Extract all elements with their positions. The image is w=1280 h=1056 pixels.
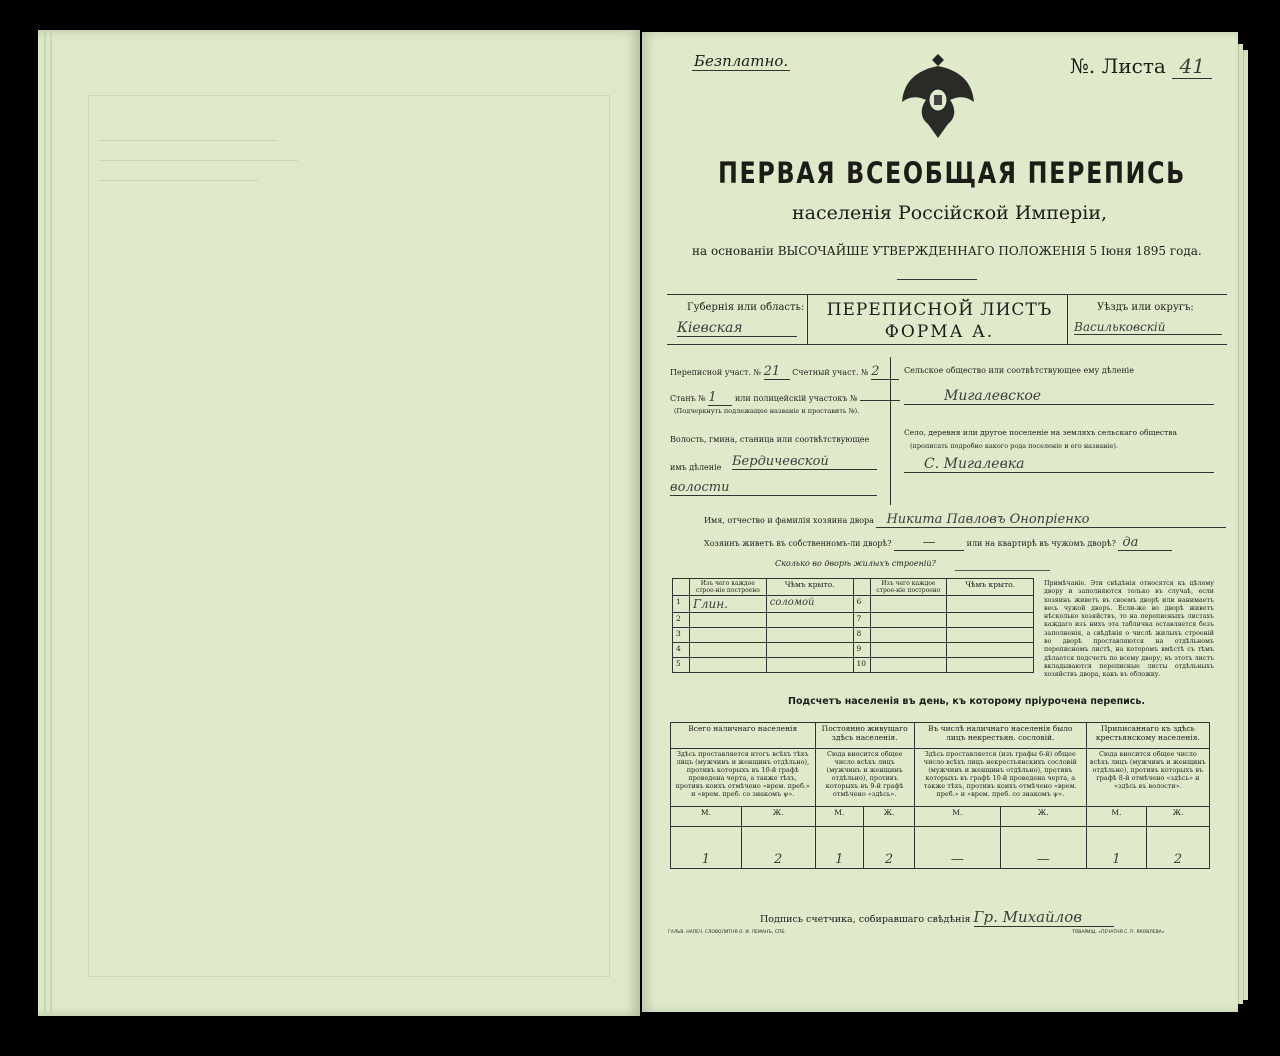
footnote: Примѣчаніе. Эти свѣдѣнія относятся къ цѣлому двору и заполняются только въ случаѣ, если хозяинъ живетъ въ своемъ дворѣ или нанимаетъ весь чужой дворъ. Если-же во дворѣ живетъ нѣсколько хозяйствъ, то на переписныхъ листахъ каждаго изъ нихъ эта табличка оставляется безъ заполненія, а свѣдѣнія о числѣ жилыхъ строеній во дворѣ проставляются на отдѣльномъ переписномъ листѣ, на которомъ вмѣстѣ съ тѣмъ дѣлается подсчетъ по всему двору; въ этотъ листъ вкладываются переписные листы отдѣльныхъ хозяйствъ двора, какъ въ обложку. xyxy=(1044,580,1214,679)
pop-col-2-title: Постоянно живущаго здѣсь населенія. xyxy=(815,723,914,749)
pop-col-4-desc: Сюда вносится общее число всѣхъ лицъ (мужчинъ и женщинъ отдѣльно), противъ которыхъ въ графѣ 8-й отмѣчено «здѣсь» и «здѣсь въ волости». xyxy=(1086,749,1209,807)
pop-2-f: 2 xyxy=(864,827,915,869)
pop-3-f: — xyxy=(1000,827,1086,869)
pop-col-1-title: Всего наличнаго населенія xyxy=(671,723,816,749)
signature-label: Подпись счетчика, собиравшаго свѣдѣнія xyxy=(760,914,971,925)
population-table: Всего наличнаго населенія Постоянно живущаго здѣсь населенія. Въ числѣ наличнаго населенія было лицъ некрестьян. сословій. Приписаннаго къ здѣсь крестьянскому населенія. Здѣсь проставляется итогъ всѣхъ тѣхъ лицъ (мужчинъ и женщинъ отдѣльно), противъ которыхъ въ 10-й графѣ проведена черта, а также тѣхъ, противъ коихъ отмѣчено «врем. преб.» и «врем. преб. со знакомъ ψ». Сюда вносится общее число всѣхъ лицъ (мужчинъ и женщинъ отдѣльно), противъ которыхъ въ 9-й графѣ отмѣчено «здѣсь». Здѣсь проставляется (изъ графы 6-й) общее число всѣхъ лицъ некрестьянскихъ сословій (мужчинъ и женщинъ отдѣльно), противъ которыхъ въ графѣ 10-й проведена черта, а также тѣхъ, противъ коихъ отмѣчено «врем. преб.» и «врем. преб. со знакомъ ψ». Сюда вносится общее число всѣхъ лицъ (мужчинъ и женщинъ отдѣльно), противъ которыхъ въ графѣ 8-й отмѣчено «здѣсь» и «здѣсь въ волости». М. Ж. М. Ж. М. Ж. М. Ж. 1 2 1 2 — — 1 2 xyxy=(670,722,1210,869)
imprint-right: ТОВАРИЩ. «ПЕЧАТНЯ С. П. ЯКОВЛЕВА» xyxy=(1072,930,1165,935)
owner-row xyxy=(704,512,1226,528)
census-section-value: 21 xyxy=(764,364,790,380)
pop-4-f: 2 xyxy=(1147,827,1210,869)
buildings-col-roof-2: Чѣмъ крыто. xyxy=(947,579,1034,596)
pop-col-3-title: Въ числѣ наличнаго населенія было лицъ некрестьян. сословій. xyxy=(914,723,1086,749)
population-heading: Подсчетъ населенія въ день, къ которому пріурочена перепись. xyxy=(788,696,1146,707)
district-label: Уѣздъ или округъ: xyxy=(1097,302,1194,313)
buildings-question: Сколько во дворѣ жилыхъ строеній? xyxy=(775,559,936,568)
pop-col-2-desc: Сюда вносится общее число всѣхъ лицъ (мужчинъ и женщинъ отдѣльно), противъ которыхъ въ 9-й графѣ отмѣчено «здѣсь». xyxy=(815,749,914,807)
legal-basis: на основаніи ВЫСОЧАЙШЕ УТВЕРЖДЕННАГО ПОЛОЖЕНІЯ 5 Іюня 1895 года. xyxy=(692,244,1202,258)
police-label: или полицейскій участокъ № xyxy=(734,394,858,403)
camp-row xyxy=(670,390,900,406)
census-title: ПЕРВАЯ ВСЕОБЩАЯ ПЕРЕПИСЬ xyxy=(718,156,1186,190)
volost-label-1: Волость, гмина, станица или соотвѣтствующее xyxy=(670,435,870,444)
own-yard-label: Хозяинъ живетъ въ собственномъ-ли дворѣ? xyxy=(704,539,892,548)
buildings-col-material: Изъ чего каждое строе-ніе построено xyxy=(689,579,766,596)
free-label: Безплатно. xyxy=(694,52,789,70)
bleed-through-frame xyxy=(88,95,610,977)
form-title: ФОРМА А. xyxy=(884,322,995,342)
village-note: (прописать подробно какого рода поселеніе и его названіе). xyxy=(910,442,1118,450)
owner-label: Имя, отчество и фамилія хозяина двора xyxy=(704,516,874,525)
sheet-number-label: №. Листа xyxy=(1070,54,1166,78)
ornament-divider xyxy=(897,279,977,280)
count-section-value: 2 xyxy=(871,364,899,380)
count-section-label: Счетный участ. № xyxy=(792,368,869,377)
pop-4-m: 1 xyxy=(1086,827,1146,869)
volost-label-2: имъ дѣленіе xyxy=(670,463,722,472)
census-subtitle: населенія Россійской Имперіи, xyxy=(792,202,1108,224)
sheet-number-value: 41 xyxy=(1172,54,1212,79)
pop-1-f: 2 xyxy=(741,827,815,869)
pop-col-1-desc: Здѣсь проставляется итогъ всѣхъ тѣхъ лицъ (мужчинъ и женщинъ отдѣльно), противъ которыхъ въ 10-й графѣ проведена черта, а также тѣхъ, противъ коихъ отмѣчено «врем. преб.» и «врем. преб. со знакомъ ψ». xyxy=(671,749,816,807)
village-label: Село, деревня или другое поселеніе на земляхъ сельскаго общества xyxy=(904,428,1177,437)
enumerator-signature: Гр. Михайлов xyxy=(974,908,1114,927)
pop-2-m: 1 xyxy=(815,827,864,869)
census-section-label: Переписной участ. № xyxy=(670,368,762,377)
village-value: С. Мигалевка xyxy=(904,456,1214,473)
camp-label: Станъ № xyxy=(670,394,706,403)
sheet-title: ПЕРЕПИСНОЙ ЛИСТЪ xyxy=(826,300,1053,320)
sheet-number xyxy=(1070,54,1212,79)
underline-note: (Подчеркнуть подлежащее названіе и проставить №). xyxy=(674,407,860,415)
rented-label: или на квартирѣ въ чужомъ дворѣ? xyxy=(966,539,1116,548)
pop-1-m: 1 xyxy=(671,827,742,869)
right-page xyxy=(642,32,1238,1012)
signature-row xyxy=(760,908,1114,927)
owner-value: Никита Павловъ Онопріенко xyxy=(876,512,1226,528)
pop-3-m: — xyxy=(914,827,1000,869)
district-value: Васильковскій xyxy=(1074,320,1222,335)
coat-of-arms-emblem xyxy=(898,50,978,142)
buildings-col-roof: Чѣмъ крыто. xyxy=(766,579,853,596)
residence-row xyxy=(704,535,1172,551)
camp-value: 1 xyxy=(708,390,732,406)
volost-value-1: Бердичевской xyxy=(732,454,877,470)
imprint-left: ГАЛЬВ. НАПЕЧ. СЛОВОЛИТНЯ О. И. ЛЕМАНЪ, СПБ. xyxy=(668,930,786,935)
census-section-row xyxy=(670,364,899,380)
buildings-col-material-2: Изъ чего каждое строе-ніе построено xyxy=(870,579,947,596)
pop-col-4-title: Приписаннаго къ здѣсь крестьянскому населенія. xyxy=(1086,723,1209,749)
pop-col-3-desc: Здѣсь проставляется (изъ графы 6-й) общее число всѣхъ лицъ некрестьянскихъ сословій (мужчинъ и женщинъ отдѣльно), противъ которыхъ въ графѣ 10-й проведена черта, а также тѣхъ, противъ коихъ отмѣчено «врем. преб.» и «врем. преб. со знакомъ ψ». xyxy=(914,749,1086,807)
left-page xyxy=(38,30,640,1016)
province-label: Губернія или область: xyxy=(687,302,805,313)
rented-value: да xyxy=(1118,535,1172,551)
rural-society-value: Мигалевское xyxy=(904,388,1214,405)
own-yard-value: — xyxy=(894,535,964,551)
volost-value-2: волости xyxy=(670,480,877,496)
rural-society-label: Сельское общество или соотвѣтствующее ему дѣленіе xyxy=(904,366,1134,375)
province-value: Кіевская xyxy=(677,320,797,337)
buildings-table: Изъ чего каждое строе-ніе построено Чѣмъ крыто. Изъ чего каждое строе-ніе построено Чѣмъ крыто. 1 Глин. соломой 6 2 7 3 8 4 9 5 10 xyxy=(672,578,1034,673)
